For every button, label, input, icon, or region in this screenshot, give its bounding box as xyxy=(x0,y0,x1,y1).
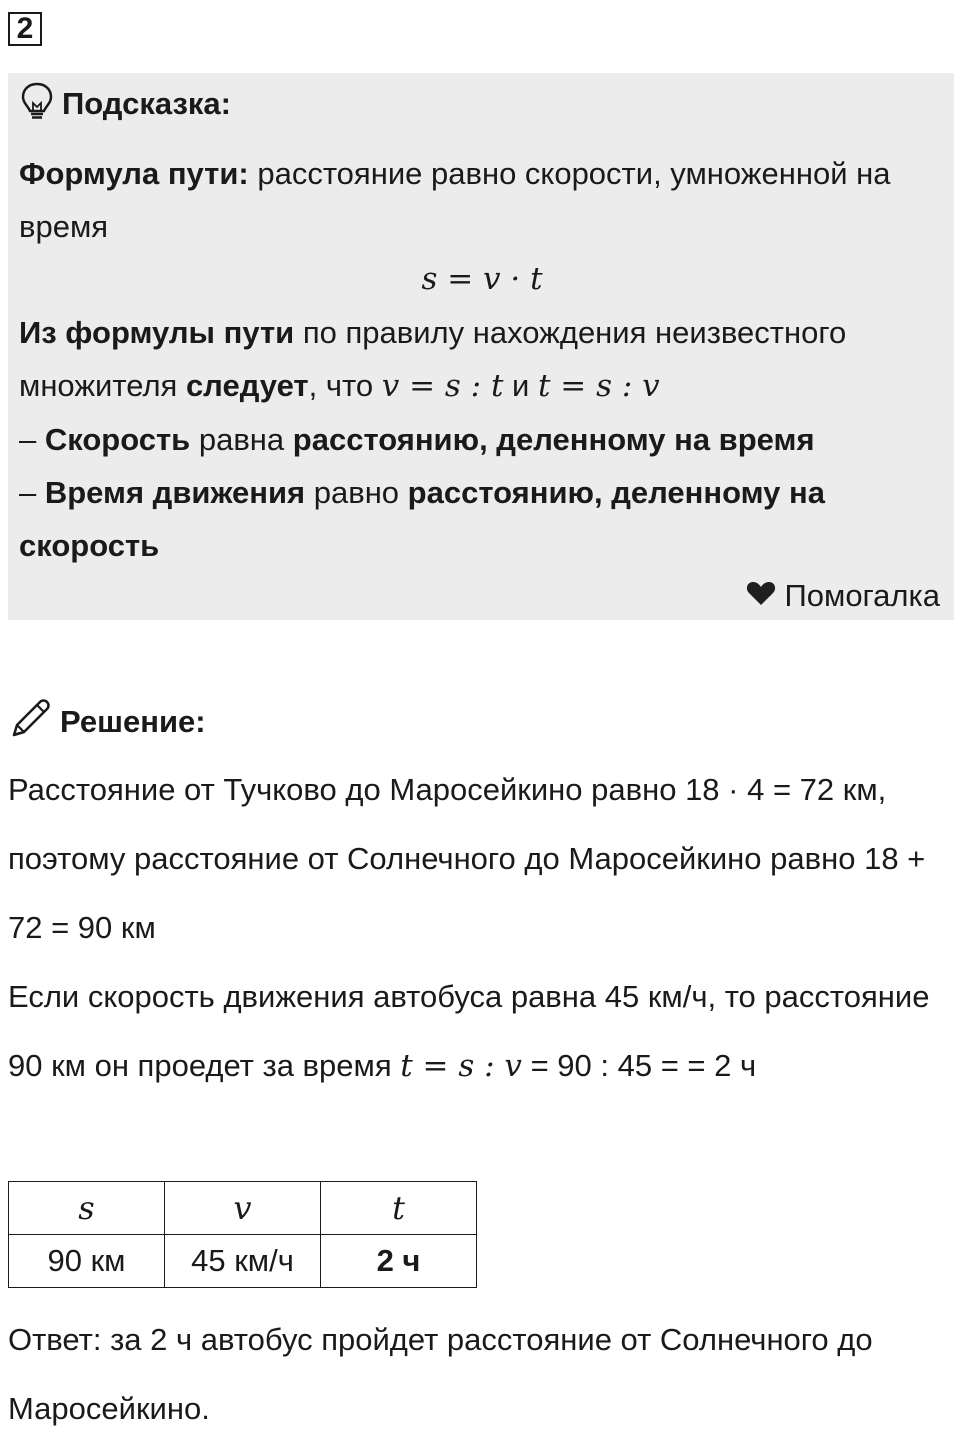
solution-time-formula: t = s : v xyxy=(400,1048,522,1084)
table-cell: 45 км/ч xyxy=(165,1235,321,1288)
hint-time-rule: расстоянию, деленному на скорость xyxy=(19,475,825,563)
solution-body xyxy=(8,755,953,1101)
credit xyxy=(746,576,940,616)
table-cell-answer: 2 ч xyxy=(321,1235,477,1288)
table-row xyxy=(9,1235,477,1288)
task-number: 2 xyxy=(8,12,42,46)
hint-math-time: t = s : v xyxy=(537,368,660,404)
hint-rule-time xyxy=(19,466,945,572)
solution-time-text: Если скорость движения автобуса равна 45 км/ч, то расстояние 90 км он проедет за время xyxy=(8,979,930,1083)
hint-speed-text: равна xyxy=(190,422,293,457)
hint-derivation-bold: Из формулы пути xyxy=(19,315,295,350)
solution-time-result: = 90 : 45 = = 2 ч xyxy=(521,1048,757,1083)
hint-title: Подсказка: xyxy=(62,85,231,121)
table-header-cell: s xyxy=(9,1182,165,1235)
hint-rule-speed xyxy=(19,413,945,466)
table-cell: 90 км xyxy=(9,1235,165,1288)
table-header-cell: t xyxy=(321,1182,477,1235)
hint-paragraph-derivation xyxy=(19,306,945,413)
hint-formula-text: расстояние равно скорости, умноженной на время xyxy=(19,156,891,244)
solution-paragraph-time xyxy=(8,962,953,1101)
hint-derivation-text-2: , что xyxy=(308,368,382,403)
pencil-icon xyxy=(8,697,52,746)
hint-paragraph-formula-def xyxy=(19,147,945,253)
hint-time-bold: Время движения xyxy=(44,475,306,510)
solution-paragraph-distance: Расстояние от Тучково до Маросейкино равно 18 · 4 = 72 км, поэтому расстояние от Солнечного до Маросейкино равно 18 + 72 = 90 км xyxy=(8,772,926,945)
values-table xyxy=(8,1181,477,1288)
hint-body xyxy=(19,147,945,572)
credit-text: Помогалка xyxy=(784,578,940,613)
heart-icon xyxy=(746,576,784,616)
hint-derivation-text: по правилу нахождения неизвестного множителя xyxy=(19,315,847,403)
dash: – xyxy=(19,475,45,510)
solution-title: Решение: xyxy=(60,703,206,739)
table-header-row xyxy=(9,1182,477,1235)
hint-formula: s = v · t xyxy=(421,261,543,297)
answer-text: Ответ: за 2 ч автобус пройдет расстояние от Солнечного до Маросейкино. xyxy=(8,1322,873,1426)
hint-panel xyxy=(8,73,954,620)
solution-header xyxy=(8,697,206,746)
hint-math-speed: v = s : t xyxy=(381,368,504,404)
hint-header xyxy=(20,81,231,126)
hint-speed-rule: расстоянию, деленному на время xyxy=(292,422,815,457)
hint-time-text: равно xyxy=(305,475,408,510)
lightbulb-icon xyxy=(20,81,54,126)
hint-speed-bold: Скорость xyxy=(44,422,191,457)
dash: – xyxy=(19,422,45,457)
hint-formula-label: Формула пути: xyxy=(19,156,249,191)
hint-and: и xyxy=(503,368,538,403)
table-header-cell: v xyxy=(165,1182,321,1235)
hint-derivation-bold-2: следует xyxy=(185,368,309,403)
